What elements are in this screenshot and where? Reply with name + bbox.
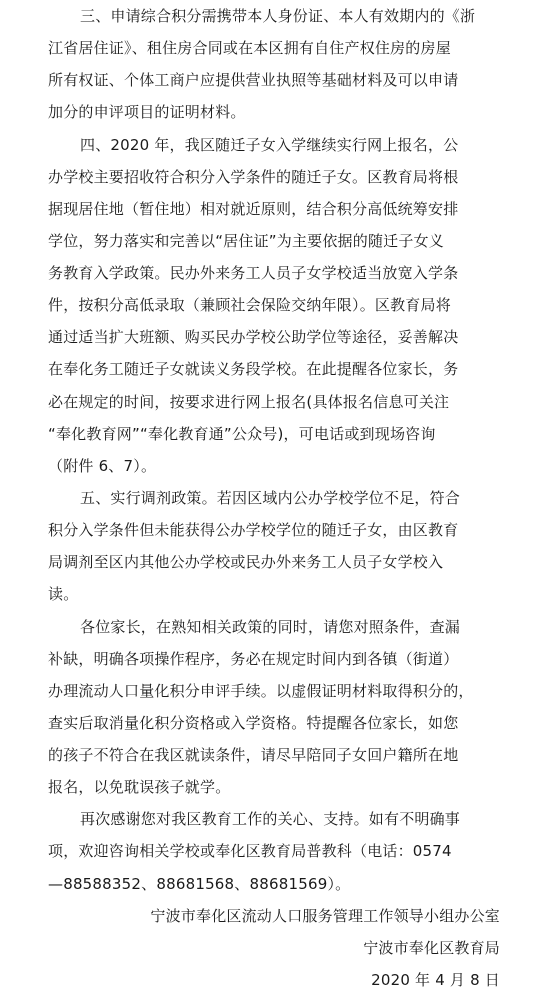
paragraph-line: 通过适当扩大班额、购买民办学校公助学位等途径，妥善解决: [48, 328, 459, 347]
signature-bureau: 宁波市奉化区教育局: [363, 938, 500, 957]
paragraph-line: 江省居住证》、租住房合同或在本区拥有自住产权住房的房屋: [48, 39, 451, 58]
paragraph-line: 补缺，明确各项操作程序，务必在规定时间内到各镇（街道）: [48, 649, 459, 668]
paragraph-line: 局调剂至区内其他公办学校或民办外来务工人员子女学校入: [48, 553, 444, 572]
paragraph-line: 四、2020 年，我区随迁子女入学继续实行网上报名，公: [80, 135, 459, 154]
paragraph-line: 在奉化务工随迁子女就读义务段学校。在此提醒各位家长，务: [48, 360, 459, 379]
paragraph-line: “奉化教育网”“奉化教育通”公众号)，可电话或到现场咨询: [48, 424, 436, 443]
signature-date: 2020 年 4 月 8 日: [371, 971, 500, 989]
paragraph-line: 报名，以免耽误孩子就学。: [48, 778, 231, 797]
paragraph-line: 加分的申评项目的证明材料。: [48, 103, 246, 122]
paragraph-line: 务教育入学政策。民办外来务工人员子女学校适当放宽入学条: [48, 264, 459, 283]
paragraph-line: 所有权证、个体工商户应提供营业执照等基础材料及可以申请: [48, 71, 459, 90]
paragraph-line: 的孩子不符合在我区就读条件，请尽早陪同子女回户籍所在地: [48, 746, 459, 765]
paragraph-line: 必在规定的时间，按要求进行网上报名(具体报名信息可关注: [48, 392, 450, 411]
paragraph-line: 三、申请综合积分需携带本人身份证、本人有效期内的《浙: [80, 7, 476, 25]
paragraph-line: 学位，努力落实和完善以“居住证”为主要依据的随迁子女义: [48, 231, 444, 250]
paragraph-line: —88588352、88681568、88681569）。: [48, 874, 351, 893]
paragraph-line: 项，欢迎咨询相关学校或奉化区教育局普教科（电话：0574: [48, 842, 452, 861]
signature-office: 宁波市奉化区流动人口服务管理工作领导小组办公室: [150, 906, 500, 925]
paragraph-line: 积分入学条件但未能获得公办学校学位的随迁子女，由区教育: [48, 521, 459, 540]
paragraph-line: 办理流动人口量化积分申评手续。以虚假证明材料取得积分的，: [48, 681, 474, 700]
paragraph-line: 查实后取消量化积分资格或入学资格。特提醒各位家长，如您: [48, 713, 459, 732]
paragraph-line: 各位家长，在熟知相关政策的同时，请您对照条件，查漏: [80, 617, 461, 636]
paragraph-line: 据现居住地（暂住地）相对就近原则，结合积分高低统筹安排: [48, 199, 459, 218]
paragraph-line: 读。: [48, 585, 79, 604]
paragraph-line: 再次感谢您对我区教育工作的关心、支持。如有不明确事: [80, 810, 461, 829]
paragraph-line: （附件 6、7）。: [48, 456, 157, 475]
paragraph-line: 办学校主要招收符合积分入学条件的随迁子女。区教育局将根: [48, 167, 459, 186]
paragraph-line: 五、实行调剂政策。若因区域内公办学校学位不足，符合: [80, 489, 461, 507]
paragraph-line: 件，按积分高低录取（兼顾社会保险交纳年限）。区教育局将: [48, 296, 451, 315]
